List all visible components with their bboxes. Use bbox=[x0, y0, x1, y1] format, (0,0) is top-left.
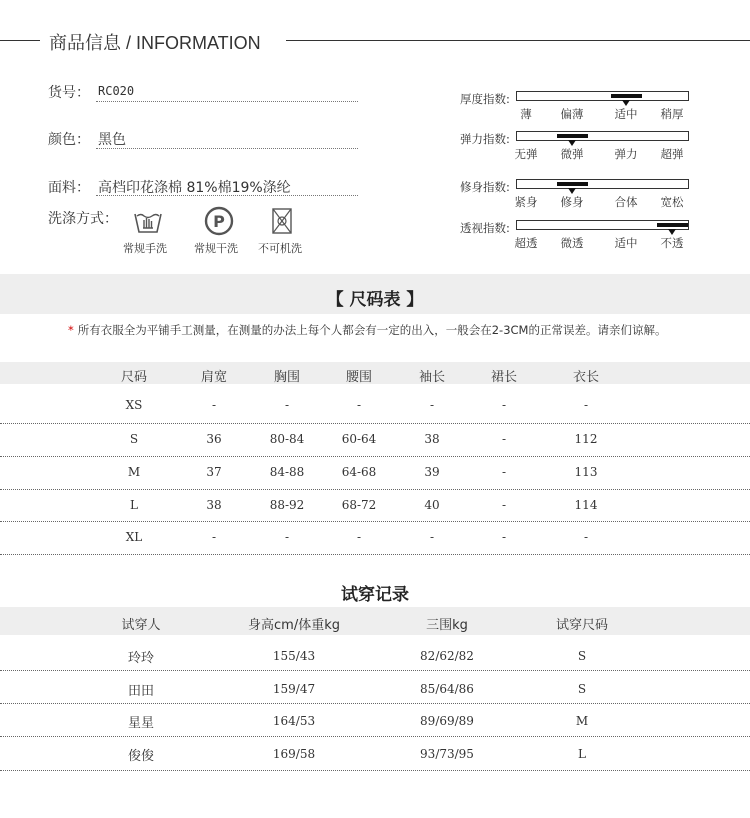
size-header-cell: 胸围 bbox=[273, 370, 301, 385]
index-option: 薄 bbox=[520, 107, 532, 121]
size-chart-note bbox=[68, 322, 666, 338]
size-table-cell: 39 bbox=[424, 465, 440, 479]
fitting-table-cell: 169/58 bbox=[272, 747, 316, 761]
size-table-cell: - bbox=[284, 398, 290, 412]
fitting-table-header-band bbox=[0, 607, 750, 635]
fitting-table-cell: M bbox=[575, 714, 589, 728]
size-table-cell: - bbox=[501, 432, 507, 446]
fitting-title: 试穿记录 bbox=[341, 585, 409, 605]
index-selected-mark bbox=[657, 223, 688, 227]
size-table-cell: XL bbox=[125, 530, 143, 544]
header-line-left bbox=[0, 40, 40, 41]
size-table-cell: - bbox=[211, 398, 217, 412]
size-table-cell: 113 bbox=[574, 465, 598, 479]
size-header-cell: 袖长 bbox=[418, 370, 446, 385]
table-row-divider bbox=[0, 521, 750, 522]
color-label: 颜色： bbox=[48, 132, 90, 148]
size-table-cell: - bbox=[583, 530, 589, 544]
size-table-cell: - bbox=[284, 530, 290, 544]
fitting-table-cell: S bbox=[577, 682, 587, 696]
size-table-cell: 112 bbox=[574, 432, 598, 446]
index-option: 微弹 bbox=[560, 147, 584, 161]
size-table-cell: 38 bbox=[206, 498, 222, 512]
size-table-cell: 88-92 bbox=[269, 498, 305, 512]
index-option: 紧身 bbox=[514, 195, 538, 209]
index-option: 适中 bbox=[614, 236, 638, 250]
size-table-cell: 64-68 bbox=[341, 465, 377, 479]
size-table-cell: - bbox=[501, 398, 507, 412]
table-row-divider bbox=[0, 456, 750, 457]
table-row-divider bbox=[0, 670, 750, 671]
size-table-cell: 114 bbox=[574, 498, 598, 512]
table-row-divider bbox=[0, 423, 750, 424]
size-table-cell: 60-64 bbox=[341, 432, 377, 446]
code-label: 货号： bbox=[48, 85, 90, 101]
wash-label: 洗涤方式： bbox=[48, 211, 118, 227]
size-table-cell: - bbox=[501, 498, 507, 512]
index-label: 弹力指数: bbox=[460, 132, 510, 146]
size-header-cell: 腰围 bbox=[345, 370, 373, 385]
fitting-table-cell: 星星 bbox=[127, 716, 155, 731]
fitting-table-cell: L bbox=[578, 747, 586, 761]
fitting-table-cell: 俊俊 bbox=[127, 749, 155, 764]
index-option: 弹力 bbox=[614, 147, 638, 161]
size-table-cell: M bbox=[127, 465, 141, 479]
color-dotline bbox=[96, 148, 358, 149]
index-option: 修身 bbox=[560, 195, 584, 209]
dry-clean-icon bbox=[204, 206, 234, 236]
size-header-cell: 衣长 bbox=[572, 370, 600, 385]
table-row-divider bbox=[0, 703, 750, 704]
index-option: 适中 bbox=[614, 107, 638, 121]
no-machine-wash-caption: 不可机洗 bbox=[258, 242, 302, 255]
size-table-cell: - bbox=[429, 530, 435, 544]
size-header-cell: 裙长 bbox=[490, 370, 518, 385]
index-bar bbox=[516, 179, 689, 189]
note-text: 所有衣服全为平铺手工测量，在测量的办法上每个人都会有一定的出入，一般会在2-3CM的正常误差。请亲们谅解。 bbox=[77, 323, 667, 337]
size-table-cell: L bbox=[130, 498, 138, 512]
fitting-table-cell: 93/73/95 bbox=[420, 747, 474, 761]
svg-text:P: P bbox=[213, 212, 225, 231]
fitting-table-cell: 159/47 bbox=[272, 682, 316, 696]
fitting-table-cell: 155/43 bbox=[272, 649, 316, 663]
index-label: 修身指数: bbox=[460, 180, 510, 194]
size-header-cell: 尺码 bbox=[120, 370, 148, 385]
size-table-cell: 84-88 bbox=[269, 465, 305, 479]
index-option: 宽松 bbox=[660, 195, 684, 209]
header-line-right bbox=[286, 40, 750, 41]
page-title: 商品信息 / INFORMATION bbox=[49, 33, 261, 53]
hand-wash-icon bbox=[133, 206, 163, 236]
size-table-cell: 38 bbox=[424, 432, 440, 446]
size-table-cell: S bbox=[129, 432, 139, 446]
fabric-label: 面料： bbox=[48, 180, 90, 196]
hand-wash-caption: 常规手洗 bbox=[123, 242, 167, 255]
index-label: 厚度指数: bbox=[460, 92, 510, 106]
dry-clean-caption: 常规干洗 bbox=[194, 242, 238, 255]
fitting-header-cell: 试穿人 bbox=[121, 618, 161, 633]
index-option: 稍厚 bbox=[660, 107, 684, 121]
size-table-cell: XS bbox=[125, 398, 143, 412]
fitting-table-cell: S bbox=[577, 649, 587, 663]
fabric-dotline bbox=[96, 195, 358, 196]
index-bar bbox=[516, 220, 689, 230]
note-star: * bbox=[68, 323, 74, 337]
size-table-cell: 36 bbox=[206, 432, 222, 446]
size-header-cell: 肩宽 bbox=[200, 370, 228, 385]
table-row-divider bbox=[0, 736, 750, 737]
size-table-cell: 40 bbox=[424, 498, 440, 512]
code-value: RC020 bbox=[98, 84, 135, 98]
index-selected-mark bbox=[557, 182, 588, 186]
index-label: 透视指数: bbox=[460, 221, 510, 235]
size-table-cell: - bbox=[211, 530, 217, 544]
fitting-header-cell: 身高cm/体重kg bbox=[248, 618, 340, 633]
table-row-divider bbox=[0, 489, 750, 490]
index-option: 无弹 bbox=[514, 147, 538, 161]
index-bar bbox=[516, 131, 689, 141]
size-table-cell: 68-72 bbox=[341, 498, 377, 512]
fitting-table-cell: 玲玲 bbox=[127, 651, 155, 666]
index-selected-mark bbox=[611, 94, 642, 98]
index-option: 不透 bbox=[660, 236, 684, 250]
index-option: 微透 bbox=[560, 236, 584, 250]
fitting-header-cell: 试穿尺码 bbox=[555, 618, 609, 633]
index-option: 超透 bbox=[514, 236, 538, 250]
fitting-table-cell: 田田 bbox=[127, 684, 155, 699]
index-selected-mark bbox=[557, 134, 588, 138]
size-table-cell: - bbox=[501, 530, 507, 544]
index-option: 超弹 bbox=[660, 147, 684, 161]
fitting-table-cell: 82/62/82 bbox=[420, 649, 474, 663]
index-bar bbox=[516, 91, 689, 101]
fabric-value: 高档印花涤棉 81%棉19%涤纶 bbox=[98, 180, 291, 196]
size-table-header-band bbox=[0, 362, 750, 384]
size-table-cell: - bbox=[429, 398, 435, 412]
size-table-cell: - bbox=[501, 465, 507, 479]
size-table-cell: 37 bbox=[206, 465, 222, 479]
no-machine-wash-icon bbox=[267, 206, 297, 236]
size-table-cell: - bbox=[583, 398, 589, 412]
fitting-header-cell: 三围kg bbox=[426, 618, 468, 633]
size-chart-title: 【 尺码表 】 bbox=[326, 290, 424, 310]
color-value: 黑色 bbox=[98, 132, 126, 148]
table-row-divider bbox=[0, 554, 750, 555]
index-option: 偏薄 bbox=[560, 107, 584, 121]
fitting-table-cell: 89/69/89 bbox=[420, 714, 474, 728]
fitting-table-cell: 85/64/86 bbox=[420, 682, 474, 696]
size-table-cell: 80-84 bbox=[269, 432, 305, 446]
size-table-cell: - bbox=[356, 398, 362, 412]
table-row-divider bbox=[0, 770, 750, 771]
fitting-table-cell: 164/53 bbox=[272, 714, 316, 728]
index-option: 合体 bbox=[614, 195, 638, 209]
code-dotline bbox=[96, 101, 358, 102]
size-table-cell: - bbox=[356, 530, 362, 544]
